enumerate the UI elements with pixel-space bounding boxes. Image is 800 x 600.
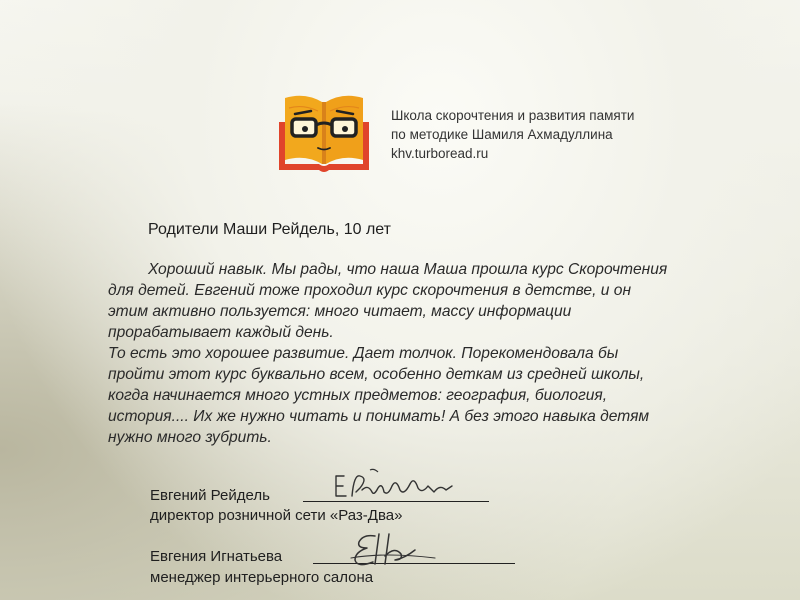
signature-2-icon [345,528,465,570]
body-line: история.... Их же нужно читать и понимать! А без этого навыка детям [108,408,650,425]
body-line: когда начинается много устных предметов: география, биология, [108,387,608,404]
body-line: для детей. Евгений тоже проходил курс скорочтения в детстве, и он [108,282,632,299]
school-website: khv.turboread.ru [391,146,489,161]
signature-1-icon [330,466,470,504]
book-logo-icon [275,92,373,174]
testimonial-text [108,259,788,448]
signatory-1-name: Евгений Рейдель [150,487,270,504]
signatory-1-title: директор розничной сети «Раз-Два» [150,507,403,524]
school-name: Школа скорочтения и развития памяти [391,108,635,123]
body-line: прорабатывает каждый день. [108,324,334,341]
school-header [391,106,634,163]
signatory-2-name: Евгения Игнатьева [150,548,283,565]
body-line: этим активно пользуется: много читает, массу информации [108,303,572,320]
body-line: нужно много зубрить. [108,429,272,446]
signatory-2-title: менеджер интерьерного салона [150,569,374,586]
school-method: по методике Шамиля Ахмадуллина [391,127,613,142]
body-line: То есть это хорошее развитие. Дает толчок. Порекомендовала бы [108,345,619,362]
greeting: Родители Маши Рейдель, 10 лет [148,221,391,238]
body-line: Хороший навык. Мы рады, что наша Маша прошла курс Скорочтения [148,261,668,278]
body-line: пройти этот курс буквально всем, особенно деткам из средней школы, [108,366,645,383]
